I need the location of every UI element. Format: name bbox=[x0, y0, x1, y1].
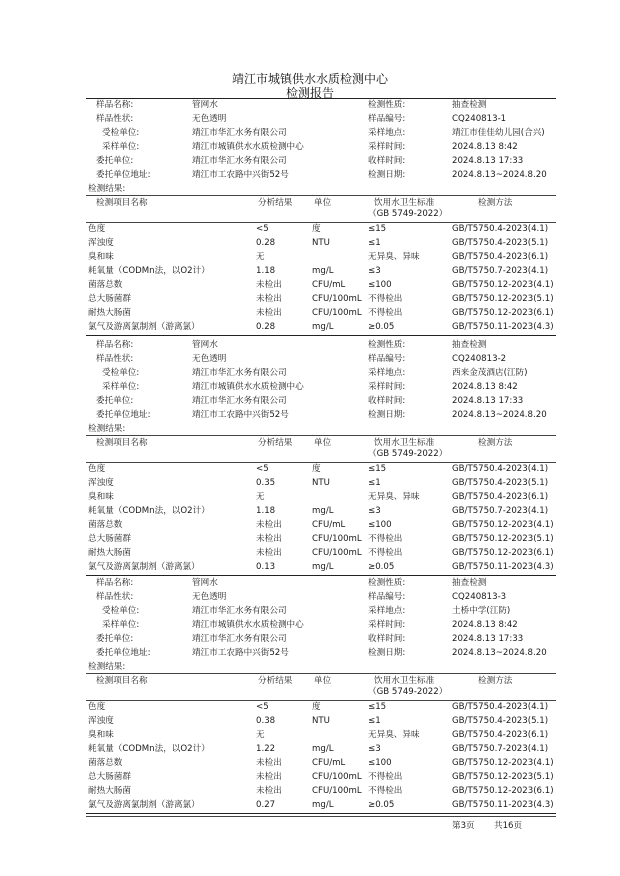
page-number: 第3页 bbox=[452, 821, 475, 831]
sampling-unit-value: 靖江市城镇供水水质检测中心 bbox=[192, 620, 304, 630]
item-unit: CFU/mL bbox=[312, 280, 346, 290]
item-method: GB/T5750.4-2023(5.1) bbox=[452, 478, 549, 488]
col-result-header: 分析结果 bbox=[258, 676, 293, 686]
receive-time-value: 2024.8.13 17:33 bbox=[452, 396, 524, 406]
item-unit: mg/L bbox=[312, 744, 334, 754]
item-method: GB/T5750.4-2023(4.1) bbox=[452, 224, 549, 234]
col-method-header: 检测方法 bbox=[478, 198, 513, 208]
sample-state-label: 样品性状: bbox=[96, 592, 134, 602]
item-standard: ≤100 bbox=[368, 758, 392, 768]
item-name: 臭和味 bbox=[88, 492, 114, 502]
receive-time-value: 2024.8.13 17:33 bbox=[452, 156, 524, 166]
item-method: GB/T5750.4-2023(6.1) bbox=[452, 492, 549, 502]
col-standard-header: 饮用水卫生标准 bbox=[374, 198, 435, 208]
item-result: 无 bbox=[256, 730, 265, 740]
item-result: 未检出 bbox=[256, 520, 282, 530]
item-name: 浑浊度 bbox=[88, 716, 114, 726]
sampling-site-value: 西来金茂酒店(江防) bbox=[452, 368, 528, 378]
item-result: 未检出 bbox=[256, 786, 282, 796]
col-result-header: 分析结果 bbox=[258, 198, 293, 208]
item-unit: CFU/100mL bbox=[312, 534, 362, 544]
item-name: 总大肠菌群 bbox=[88, 772, 131, 782]
item-result: 无 bbox=[256, 492, 265, 502]
sample-no-value: CQ240813-3 bbox=[452, 592, 507, 602]
item-result: <5 bbox=[256, 224, 269, 234]
item-unit: 度 bbox=[312, 702, 321, 712]
item-name: 色度 bbox=[88, 702, 106, 712]
item-unit: NTU bbox=[312, 238, 330, 248]
item-standard: 不得检出 bbox=[368, 308, 403, 318]
item-unit: CFU/100mL bbox=[312, 308, 362, 318]
item-method: GB/T5750.12-2023(4.1) bbox=[452, 520, 554, 530]
report-subtitle: 检测报告 bbox=[285, 86, 334, 100]
sampling-site-label: 采样地点: bbox=[368, 128, 406, 138]
col-unit-header: 单位 bbox=[314, 198, 332, 208]
receive-time-value: 2024.8.13 17:33 bbox=[452, 634, 524, 644]
item-standard: 不得检出 bbox=[368, 786, 403, 796]
item-standard: 不得检出 bbox=[368, 534, 403, 544]
section-end-rule bbox=[86, 813, 556, 814]
section-end-rule bbox=[86, 335, 556, 336]
sample-name-value: 管网水 bbox=[192, 100, 218, 110]
item-result: 1.22 bbox=[256, 744, 276, 754]
item-standard: ≤1 bbox=[368, 478, 381, 488]
page-title: 靖江市城镇供水水质检测中心 bbox=[231, 72, 388, 86]
item-standard: 无异臭、异味 bbox=[368, 252, 420, 262]
sampling-site-value: 靖江市佳佳幼儿园(合兴) bbox=[452, 128, 545, 138]
col-standard-code: （GB 5749-2022） bbox=[368, 209, 448, 219]
item-result: 0.38 bbox=[256, 716, 276, 726]
col-unit-header: 单位 bbox=[314, 438, 332, 448]
header-bottom-rule bbox=[86, 222, 556, 223]
test-nature-value: 抽查检测 bbox=[452, 100, 487, 110]
sampling-site-label: 采样地点: bbox=[368, 368, 406, 378]
item-name: 浑浊度 bbox=[88, 478, 114, 488]
col-standard-header: 饮用水卫生标准 bbox=[374, 676, 435, 686]
item-standard: ≤100 bbox=[368, 280, 392, 290]
entrust-unit-label: 委托单位: bbox=[96, 634, 134, 644]
item-unit: mg/L bbox=[312, 800, 334, 810]
item-method: GB/T5750.4-2023(5.1) bbox=[452, 716, 549, 726]
entrust-unit-value: 靖江市华汇水务有限公司 bbox=[192, 396, 287, 406]
col-method-header: 检测方法 bbox=[478, 676, 513, 686]
item-name: 耗氧量（CODMn法，以O2计） bbox=[88, 266, 210, 276]
sampling-time-label: 采样时间: bbox=[368, 142, 406, 152]
item-unit: CFU/100mL bbox=[312, 294, 362, 304]
sampling-time-value: 2024.8.13 8:42 bbox=[452, 620, 518, 630]
item-unit: 度 bbox=[312, 224, 321, 234]
item-name: 耗氧量（CODMn法，以O2计） bbox=[88, 506, 210, 516]
entrust-address-label: 委托单位地址: bbox=[96, 170, 151, 180]
item-method: GB/T5750.7-2023(4.1) bbox=[452, 266, 549, 276]
sampling-unit-value: 靖江市城镇供水水质检测中心 bbox=[192, 142, 304, 152]
client-unit-label: 受检单位: bbox=[102, 128, 140, 138]
sampling-time-label: 采样时间: bbox=[368, 620, 406, 630]
item-unit: NTU bbox=[312, 716, 330, 726]
item-method: GB/T5750.4-2023(4.1) bbox=[452, 702, 549, 712]
item-result: <5 bbox=[256, 702, 269, 712]
item-standard: ≥0.05 bbox=[368, 322, 395, 332]
item-result: 0.28 bbox=[256, 238, 276, 248]
item-name: 耗氧量（CODMn法，以O2计） bbox=[88, 744, 210, 754]
item-unit: 度 bbox=[312, 464, 321, 474]
sample-name-label: 样品名称: bbox=[96, 578, 134, 588]
item-standard: ≤100 bbox=[368, 520, 392, 530]
sampling-time-label: 采样时间: bbox=[368, 382, 406, 392]
item-standard: ≤15 bbox=[368, 224, 387, 234]
test-date-value: 2024.8.13~2024.8.20 bbox=[452, 410, 547, 420]
item-method: GB/T5750.12-2023(5.1) bbox=[452, 534, 554, 544]
item-standard: 不得检出 bbox=[368, 772, 403, 782]
sampling-site-label: 采样地点: bbox=[368, 606, 406, 616]
item-unit: mg/L bbox=[312, 266, 334, 276]
results-label: 检测结果: bbox=[88, 184, 126, 194]
item-method: GB/T5750.12-2023(5.1) bbox=[452, 294, 554, 304]
client-unit-label: 受检单位: bbox=[102, 606, 140, 616]
item-name: 氯气及游离氯制剂（游离氯） bbox=[88, 800, 200, 810]
sample-name-label: 样品名称: bbox=[96, 100, 134, 110]
sample-state-value: 无色透明 bbox=[192, 354, 227, 364]
page-total: 共16页 bbox=[494, 821, 523, 831]
test-nature-value: 抽查检测 bbox=[452, 340, 487, 350]
item-unit: mg/L bbox=[312, 506, 334, 516]
header-bottom-rule bbox=[86, 462, 556, 463]
footer-rule bbox=[86, 816, 556, 817]
item-name: 耐热大肠菌 bbox=[88, 786, 131, 796]
item-name: 浑浊度 bbox=[88, 238, 114, 248]
entrust-unit-label: 委托单位: bbox=[96, 396, 134, 406]
sampling-unit-label: 采样单位: bbox=[102, 620, 140, 630]
sample-name-value: 管网水 bbox=[192, 578, 218, 588]
entrust-address-value: 靖江市工农路中兴街52号 bbox=[192, 170, 289, 180]
sample-state-value: 无色透明 bbox=[192, 592, 227, 602]
col-standard-header: 饮用水卫生标准 bbox=[374, 438, 435, 448]
item-method: GB/T5750.12-2023(6.1) bbox=[452, 786, 554, 796]
item-result: 未检出 bbox=[256, 758, 282, 768]
item-name: 臭和味 bbox=[88, 730, 114, 740]
item-method: GB/T5750.11-2023(4.3) bbox=[452, 800, 554, 810]
test-date-value: 2024.8.13~2024.8.20 bbox=[452, 648, 547, 658]
item-result: 1.18 bbox=[256, 506, 276, 516]
item-name: 耐热大肠菌 bbox=[88, 308, 131, 318]
item-standard: 无异臭、异味 bbox=[368, 492, 420, 502]
entrust-unit-value: 靖江市华汇水务有限公司 bbox=[192, 634, 287, 644]
test-nature-label: 检测性质: bbox=[368, 578, 406, 588]
header-top-rule bbox=[86, 195, 556, 196]
test-nature-value: 抽查检测 bbox=[452, 578, 487, 588]
title-rule bbox=[86, 98, 556, 99]
item-result: 0.28 bbox=[256, 322, 276, 332]
item-standard: ≤1 bbox=[368, 238, 381, 248]
item-result: <5 bbox=[256, 464, 269, 474]
receive-time-label: 收样时间: bbox=[368, 634, 406, 644]
item-result: 未检出 bbox=[256, 280, 282, 290]
entrust-address-value: 靖江市工农路中兴街52号 bbox=[192, 648, 289, 658]
header-top-rule bbox=[86, 435, 556, 436]
client-unit-value: 靖江市华汇水务有限公司 bbox=[192, 368, 287, 378]
item-standard: ≤1 bbox=[368, 716, 381, 726]
receive-time-label: 收样时间: bbox=[368, 396, 406, 406]
test-date-value: 2024.8.13~2024.8.20 bbox=[452, 170, 547, 180]
header-top-rule bbox=[86, 673, 556, 674]
item-result: 未检出 bbox=[256, 308, 282, 318]
header-bottom-rule bbox=[86, 700, 556, 701]
item-unit: CFU/100mL bbox=[312, 786, 362, 796]
item-unit: CFU/mL bbox=[312, 758, 346, 768]
item-unit: CFU/100mL bbox=[312, 772, 362, 782]
col-item-header: 检测项目名称 bbox=[96, 198, 148, 208]
sampling-unit-label: 采样单位: bbox=[102, 142, 140, 152]
entrust-address-label: 委托单位地址: bbox=[96, 648, 151, 658]
sample-state-label: 样品性状: bbox=[96, 114, 134, 124]
results-label: 检测结果: bbox=[88, 662, 126, 672]
item-name: 氯气及游离氯制剂（游离氯） bbox=[88, 322, 200, 332]
item-method: GB/T5750.11-2023(4.3) bbox=[452, 322, 554, 332]
item-unit: CFU/100mL bbox=[312, 548, 362, 558]
col-result-header: 分析结果 bbox=[258, 438, 293, 448]
sample-no-label: 样品编号: bbox=[368, 592, 406, 602]
test-nature-label: 检测性质: bbox=[368, 340, 406, 350]
item-standard: ≤15 bbox=[368, 702, 387, 712]
item-standard: 不得检出 bbox=[368, 294, 403, 304]
item-result: 未检出 bbox=[256, 772, 282, 782]
sample-no-label: 样品编号: bbox=[368, 114, 406, 124]
item-method: GB/T5750.12-2023(5.1) bbox=[452, 772, 554, 782]
test-date-label: 检测日期: bbox=[368, 648, 406, 658]
item-unit: CFU/mL bbox=[312, 520, 346, 530]
sampling-site-value: 土桥中学(江防) bbox=[452, 606, 511, 616]
test-date-label: 检测日期: bbox=[368, 410, 406, 420]
item-name: 菌落总数 bbox=[88, 520, 123, 530]
item-method: GB/T5750.12-2023(6.1) bbox=[452, 308, 554, 318]
item-method: GB/T5750.7-2023(4.1) bbox=[452, 744, 549, 754]
item-standard: ≤3 bbox=[368, 744, 381, 754]
sample-no-value: CQ240813-2 bbox=[452, 354, 507, 364]
test-date-label: 检测日期: bbox=[368, 170, 406, 180]
item-result: 1.18 bbox=[256, 266, 276, 276]
item-name: 臭和味 bbox=[88, 252, 114, 262]
item-method: GB/T5750.4-2023(4.1) bbox=[452, 464, 549, 474]
item-result: 未检出 bbox=[256, 294, 282, 304]
item-method: GB/T5750.12-2023(4.1) bbox=[452, 280, 554, 290]
item-method: GB/T5750.12-2023(6.1) bbox=[452, 548, 554, 558]
sampling-unit-value: 靖江市城镇供水水质检测中心 bbox=[192, 382, 304, 392]
sample-name-value: 管网水 bbox=[192, 340, 218, 350]
client-unit-value: 靖江市华汇水务有限公司 bbox=[192, 128, 287, 138]
item-method: GB/T5750.11-2023(4.3) bbox=[452, 562, 554, 572]
item-standard: ≥0.05 bbox=[368, 800, 395, 810]
item-name: 耐热大肠菌 bbox=[88, 548, 131, 558]
sample-no-value: CQ240813-1 bbox=[452, 114, 507, 124]
item-standard: ≤3 bbox=[368, 506, 381, 516]
entrust-address-label: 委托单位地址: bbox=[96, 410, 151, 420]
item-standard: ≤15 bbox=[368, 464, 387, 474]
item-unit: mg/L bbox=[312, 562, 334, 572]
entrust-unit-value: 靖江市华汇水务有限公司 bbox=[192, 156, 287, 166]
entrust-address-value: 靖江市工农路中兴街52号 bbox=[192, 410, 289, 420]
item-method: GB/T5750.12-2023(4.1) bbox=[452, 758, 554, 768]
item-name: 菌落总数 bbox=[88, 758, 123, 768]
item-result: 0.35 bbox=[256, 478, 276, 488]
sample-name-label: 样品名称: bbox=[96, 340, 134, 350]
item-name: 色度 bbox=[88, 224, 106, 234]
results-label: 检测结果: bbox=[88, 424, 126, 434]
col-standard-code: （GB 5749-2022） bbox=[368, 449, 448, 459]
col-standard-code: （GB 5749-2022） bbox=[368, 687, 448, 697]
item-result: 未检出 bbox=[256, 534, 282, 544]
item-method: GB/T5750.4-2023(5.1) bbox=[452, 238, 549, 248]
client-unit-value: 靖江市华汇水务有限公司 bbox=[192, 606, 287, 616]
section-end-rule bbox=[86, 575, 556, 576]
item-unit: mg/L bbox=[312, 322, 334, 332]
entrust-unit-label: 委托单位: bbox=[96, 156, 134, 166]
col-item-header: 检测项目名称 bbox=[96, 438, 148, 448]
sample-state-value: 无色透明 bbox=[192, 114, 227, 124]
receive-time-label: 收样时间: bbox=[368, 156, 406, 166]
item-result: 0.13 bbox=[256, 562, 276, 572]
test-nature-label: 检测性质: bbox=[368, 100, 406, 110]
item-unit: NTU bbox=[312, 478, 330, 488]
item-standard: 不得检出 bbox=[368, 548, 403, 558]
item-name: 菌落总数 bbox=[88, 280, 123, 290]
col-unit-header: 单位 bbox=[314, 676, 332, 686]
item-standard: 无异臭、异味 bbox=[368, 730, 420, 740]
item-result: 0.27 bbox=[256, 800, 276, 810]
col-method-header: 检测方法 bbox=[478, 438, 513, 448]
item-standard: ≤3 bbox=[368, 266, 381, 276]
item-result: 无 bbox=[256, 252, 265, 262]
item-result: 未检出 bbox=[256, 548, 282, 558]
sample-no-label: 样品编号: bbox=[368, 354, 406, 364]
item-name: 氯气及游离氯制剂（游离氯） bbox=[88, 562, 200, 572]
sampling-time-value: 2024.8.13 8:42 bbox=[452, 142, 518, 152]
item-standard: ≥0.05 bbox=[368, 562, 395, 572]
item-name: 总大肠菌群 bbox=[88, 534, 131, 544]
item-name: 总大肠菌群 bbox=[88, 294, 131, 304]
item-name: 色度 bbox=[88, 464, 106, 474]
item-method: GB/T5750.4-2023(6.1) bbox=[452, 730, 549, 740]
item-method: GB/T5750.7-2023(4.1) bbox=[452, 506, 549, 516]
client-unit-label: 受检单位: bbox=[102, 368, 140, 378]
sampling-time-value: 2024.8.13 8:42 bbox=[452, 382, 518, 392]
item-method: GB/T5750.4-2023(6.1) bbox=[452, 252, 549, 262]
sample-state-label: 样品性状: bbox=[96, 354, 134, 364]
col-item-header: 检测项目名称 bbox=[96, 676, 148, 686]
sampling-unit-label: 采样单位: bbox=[102, 382, 140, 392]
